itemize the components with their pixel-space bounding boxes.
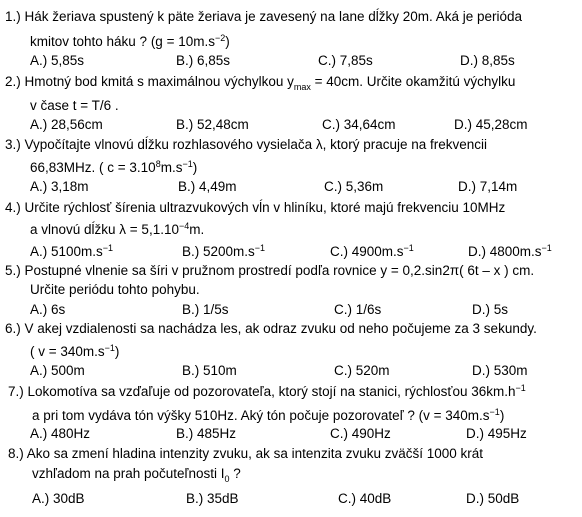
answer-b[interactable]: B.) 510m [182, 363, 237, 378]
answer-a[interactable]: A.) 5,85s [30, 53, 85, 68]
question-6: 6.) V akej vzdialenosti sa nachádza les, ak odraz zvuku od neho počujeme za 3 sekundy. [5, 321, 537, 336]
question-4: 4.) Určite rýchlosť šírenia ultrazvukových vĺn v hliníku, ktoré majú frekvenciu 10MHz [5, 200, 506, 215]
answer-d[interactable]: D.) 45,28cm [454, 117, 528, 132]
answer-d[interactable]: D.) 495Hz [466, 426, 527, 441]
answer-c[interactable]: C.) 7,85s [318, 53, 373, 68]
answer-d[interactable]: D.) 5s [472, 302, 509, 317]
question-number: 1.) [5, 9, 21, 24]
answer-b[interactable]: B.) $5200m.s^{-1}$ [182, 243, 266, 259]
answer-d[interactable]: D.) 8,85s [460, 53, 515, 68]
answer-b[interactable]: B.) 4,49m [178, 179, 237, 194]
question-7: 7.) Lokomotíva sa vzďaľuje od pozorovateľa, ktorý stojí na stanici, rýchlosťou $36km.h^{-1}$ [8, 383, 526, 399]
answer-a[interactable]: A.) $5100m.s^{-1}$ [30, 243, 114, 259]
answer-d[interactable]: D.) $4800m.s^{-1}$ [468, 243, 552, 259]
question-8-line-2: vzhľadom na prah počuteľnosti $I_0$ ? [32, 466, 241, 484]
answer-a[interactable]: A.) 3,18m [30, 179, 89, 194]
question-1 [5, 8, 522, 25]
answer-d[interactable]: D.) 530m [472, 363, 528, 378]
question-8: 8.) Ako sa zmení hladina intenzity zvuku, ak sa intenzita zvuku zväčší 1000 krát [8, 446, 484, 461]
question-number: 3.) [5, 137, 21, 152]
answer-c[interactable]: C.) $4900m.s^{-1}$ [330, 243, 414, 259]
answer-c[interactable]: C.) 40dB [338, 491, 392, 506]
answer-c[interactable]: C.) 520m [334, 363, 390, 378]
answer-b[interactable]: B.) 1/5s [182, 302, 229, 317]
answer-b[interactable]: B.) 485Hz [176, 426, 237, 441]
answer-d[interactable]: D.) 7,14m [458, 179, 518, 194]
answer-a[interactable]: A.) 28,56cm [30, 117, 103, 132]
question-7-line-2: a pri tom vydáva tón výšky 510Hz. Aký tón počuje pozorovateľ ? $(v = 340m.s^{-1})$ [32, 407, 505, 423]
answer-a[interactable]: A.) 480Hz [30, 426, 91, 441]
question-number: 4.) [5, 200, 21, 215]
answer-c[interactable]: C.) 5,36m [324, 179, 384, 194]
question-3-line-2: 66,83MHz. ( $c = 3.10^8m.s^{-1}$) [30, 159, 198, 175]
question-number: 2.) [5, 74, 21, 89]
answer-c[interactable]: C.) 490Hz [330, 426, 391, 441]
question-1-line-2: kmitov tohto háku ? $(g = 10m.s^{-2})$ [30, 33, 230, 49]
question-number: 5.) [5, 263, 21, 278]
answer-c[interactable]: C.) 34,64cm [322, 117, 396, 132]
question-number: 7.) [8, 384, 24, 399]
answer-c[interactable]: C.) 1/6s [334, 302, 382, 317]
answer-b[interactable]: B.) 52,48cm [176, 117, 249, 132]
question-3: 3.) Vypočítajte vlnovú dĺžku rozhlasového vysielača λ, ktorý pracuje na frekvencii [5, 137, 488, 152]
question-number: 6.) [5, 321, 21, 336]
question-6-line-2: ( $v = 340m.s^{-1}$) [30, 343, 120, 359]
answer-d[interactable]: D.) 50dB [466, 491, 520, 506]
answer-a[interactable]: A.) 6s [30, 302, 66, 317]
question-number: 8.) [8, 446, 24, 461]
question-5-line-2: Určite periódu tohto pohybu. [30, 282, 200, 297]
question-text: Hák žeriava spustený k päte žeriava je zavesený na lane dĺžky 20m. Aká je perióda [24, 9, 523, 24]
answer-a[interactable]: A.) 30dB [32, 491, 85, 506]
question-4-line-2: a vlnovú dĺžku $\lambda = 5,1.10^{-4}m$. [30, 221, 205, 237]
answer-b[interactable]: B.) 6,85s [176, 53, 231, 68]
question-2: 2.) Hmotný bod kmitá s maximálnou výchylkou $y_{max} = 40cm$. Určite okamžitú výchylku [5, 74, 516, 92]
answer-a[interactable]: A.) 500m [30, 363, 85, 378]
question-5: 5.) Postupné vlnenie sa šíri v pružnom prostredí podľa rovnice y = 0,2.sin2π( 6t – x ) cm. [5, 263, 535, 278]
answer-b[interactable]: B.) 35dB [186, 491, 239, 506]
question-2-line-2: v čase t = T/6 . [30, 98, 119, 113]
